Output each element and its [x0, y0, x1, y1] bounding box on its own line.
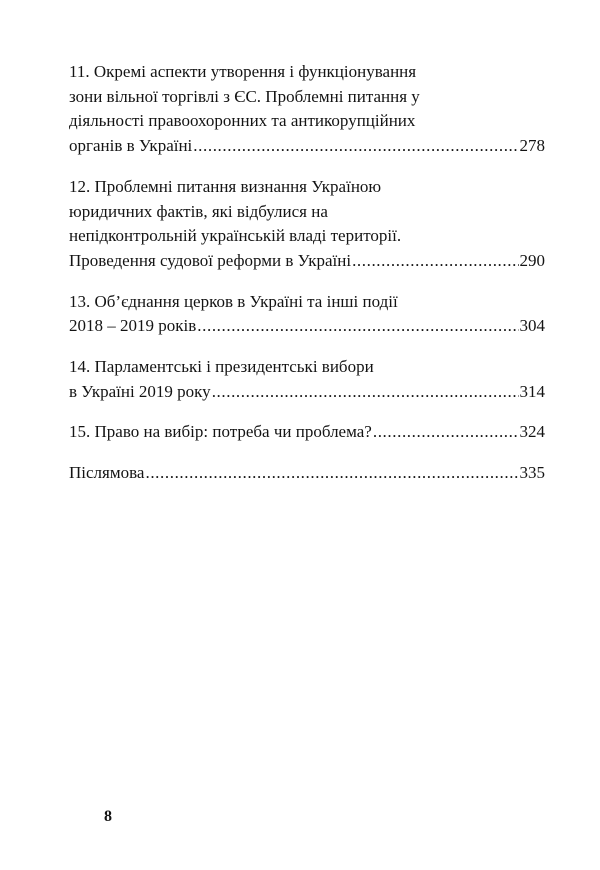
toc-entry-line: діяльності правоохоронних та антикорупційних	[69, 111, 416, 131]
dot-leader	[197, 314, 518, 339]
toc-entry-last-line	[69, 380, 545, 405]
toc-page-number: 290	[519, 250, 545, 270]
toc-entry-15	[69, 420, 545, 445]
toc-entry-line: 11. Окремі аспекти утворення і функціонування	[69, 62, 417, 81]
dot-leader	[193, 134, 518, 159]
toc-entry-14	[69, 355, 545, 404]
toc-entry-line: 14. Парламентські і президентські вибори	[69, 357, 374, 377]
toc-entry-line: юридичних фактів, які відбулися на	[69, 201, 328, 221]
toc-page-number: 335	[519, 463, 545, 483]
dot-leader	[352, 249, 518, 274]
toc-page-number: 314	[519, 381, 545, 401]
dot-leader	[373, 420, 519, 445]
toc-entry-11	[69, 60, 545, 159]
toc-entry-line: Проведення судової реформи в Україні	[69, 250, 352, 270]
toc-entry-13	[69, 290, 545, 339]
toc-page-number: 278	[519, 136, 545, 156]
page-number: 8	[104, 808, 112, 825]
toc-entry-line: зони вільної торгівлі з ЄС. Проблемні питання у	[69, 86, 420, 106]
toc-page-number: 304	[519, 316, 545, 336]
toc-entry-last-line	[69, 249, 545, 274]
toc-entry-line: 2018 – 2019 років	[69, 316, 197, 336]
toc-entry-line: 15. Право на вибір: потреба чи проблема?	[69, 422, 372, 442]
toc-page-number: 324	[519, 422, 545, 442]
table-of-contents	[69, 60, 545, 502]
toc-entry-last-line	[69, 461, 545, 486]
toc-entry-line: органів в Україні	[69, 136, 193, 156]
toc-entry-line: в Україні 2019 року	[69, 381, 211, 401]
toc-entry-last-line	[69, 134, 545, 159]
toc-entry-line: 13. Об’єднання церков в Україні та інші події	[69, 291, 398, 311]
toc-entry-line: 12. Проблемні питання визнання Україною	[69, 176, 382, 196]
toc-entry-12	[69, 175, 545, 274]
toc-entry-afterword	[69, 461, 545, 486]
dot-leader	[212, 380, 519, 405]
toc-entry-last-line	[69, 420, 545, 445]
toc-entry-line: Післямова	[69, 463, 145, 483]
toc-entry-line: непідконтрольній українській владі території.	[69, 226, 402, 246]
toc-entry-last-line	[69, 314, 545, 339]
dot-leader	[145, 461, 518, 486]
